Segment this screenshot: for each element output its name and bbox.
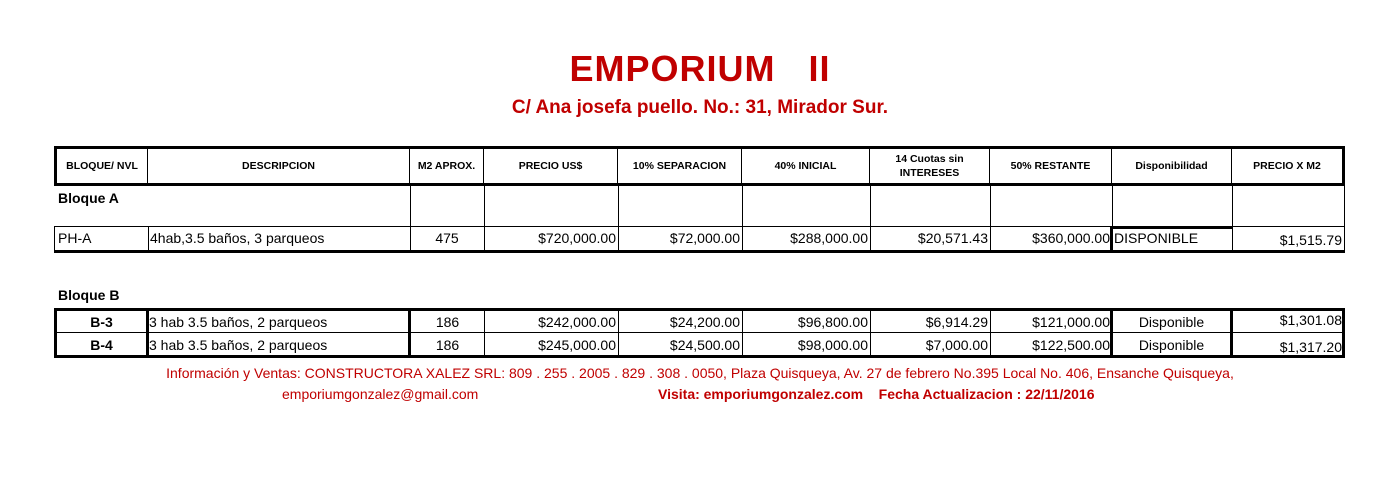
col-header-inicial: 40% INICIAL <box>742 146 870 186</box>
block-b-label: Bloque B <box>58 287 120 303</box>
cell-initial: $98,000.00 <box>797 337 868 353</box>
cell-status: Disponible <box>1138 337 1205 353</box>
cell-price-per-m2: $1,317.20 <box>1279 339 1342 355</box>
cell-desc: 3 hab 3.5 baños, 2 parqueos <box>149 337 328 353</box>
col-header-precio-m2: PRECIO X M2 <box>1232 146 1345 186</box>
page-subtitle: C/ Ana josefa puello. No.: 31, Mirador Sur. <box>511 97 889 118</box>
col-header-precio: PRECIO US$ <box>484 146 618 186</box>
cell-quota: $6,914.29 <box>925 314 988 330</box>
cell-unit: PH-A <box>58 230 92 246</box>
cell-separation: $24,500.00 <box>669 337 740 353</box>
col-header-disponibilidad: Disponibilidad <box>1112 146 1232 186</box>
cell-separation: $24,200.00 <box>669 314 740 330</box>
cell-price-per-m2: $1,515.79 <box>1279 232 1342 248</box>
cell-price: $720,000.00 <box>538 230 616 246</box>
cell-rest: $360,000.00 <box>1032 230 1110 246</box>
col-header-m2: M2 APROX. <box>410 146 484 186</box>
footer-visit: Visita: emporiumgonzalez.com Fecha Actualizacion : 22/11/2016 <box>658 386 1095 402</box>
cell-initial: $288,000.00 <box>790 230 868 246</box>
cell-unit: B-4 <box>90 337 113 353</box>
col-header-descripcion: DESCRIPCION <box>148 146 410 186</box>
cell-m2: 186 <box>435 337 460 353</box>
col-header-cuotas-line2: INTERESES <box>899 167 960 179</box>
col-header-restante: 50% RESTANTE <box>990 146 1112 186</box>
cell-m2: 475 <box>435 230 459 246</box>
col-header-separacion: 10% SEPARACION <box>618 146 742 186</box>
cell-desc: 4hab,3.5 baños, 3 parqueos <box>150 230 325 246</box>
cell-unit: B-3 <box>90 314 113 330</box>
footer-info: Información y Ventas: CONSTRUCTORA XALEZ SRL: 809 . 255 . 2005 . 829 . 308 . 0050, Plaza Quisqueya, Av. 27 de febrero No.395 Local No. 406, Ensanche Quisqueya, <box>166 365 1234 381</box>
cell-quota: $20,571.43 <box>917 230 988 246</box>
cell-m2: 186 <box>435 314 460 330</box>
cell-status: DISPONIBLE <box>1114 230 1199 246</box>
block-a-label: Bloque A <box>58 190 119 206</box>
cell-status: Disponible <box>1138 314 1205 330</box>
col-header-cuotas <box>870 146 990 186</box>
cell-rest: $122,500.00 <box>1032 337 1110 353</box>
page-title: EMPORIUM II <box>569 48 831 89</box>
cell-price: $242,000.00 <box>538 314 616 330</box>
cell-price-per-m2: $1,301.08 <box>1279 312 1342 328</box>
cell-rest: $121,000.00 <box>1032 314 1110 330</box>
cell-price: $245,000.00 <box>538 337 616 353</box>
cell-separation: $72,000.00 <box>669 230 740 246</box>
cell-desc: 3 hab 3.5 baños, 2 parqueos <box>149 314 328 330</box>
col-header-bloque: BLOQUE/ NVL <box>54 146 148 186</box>
footer-email-link[interactable]: emporiumgonzalez@gmail.com <box>282 386 479 402</box>
cell-quota: $7,000.00 <box>925 337 988 353</box>
col-header-cuotas-line1: 14 Cuotas sin <box>895 153 964 165</box>
cell-initial: $96,800.00 <box>797 314 868 330</box>
